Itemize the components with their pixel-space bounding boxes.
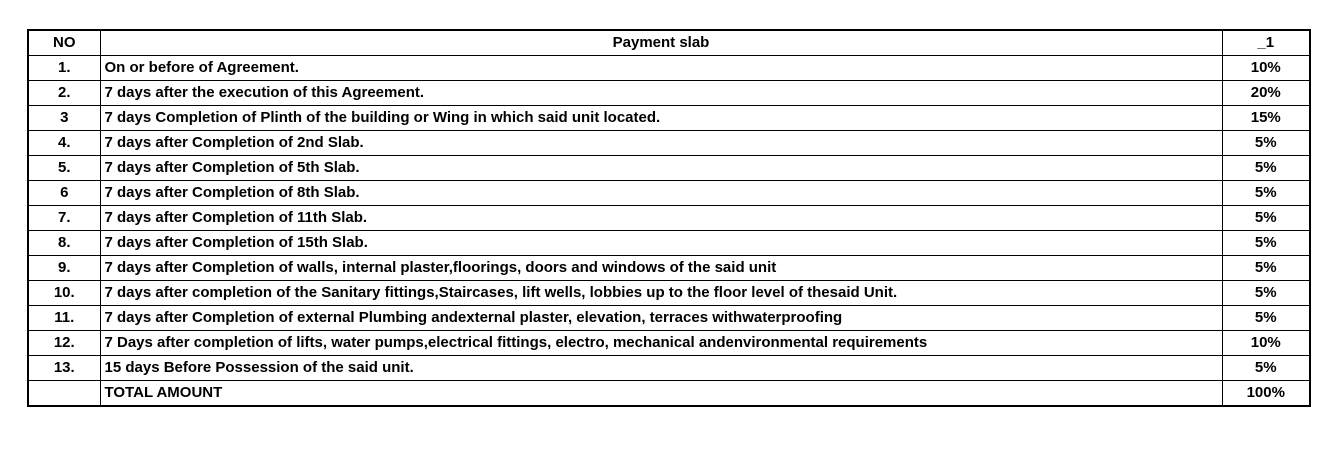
- payment-slab-table: [27, 29, 1311, 407]
- row-percentage: 5%: [1222, 206, 1310, 231]
- row-percentage: 10%: [1222, 56, 1310, 81]
- row-description: 15 days Before Possession of the said unit.: [100, 356, 1222, 381]
- row-description: 7 days after Completion of walls, internal plaster,floorings, doors and windows of the said unit: [100, 256, 1222, 281]
- row-description: 7 days after Completion of 15th Slab.: [100, 231, 1222, 256]
- table-row: [28, 156, 1310, 181]
- row-number: 1.: [28, 56, 100, 81]
- payment-slab-table-wrapper: [27, 29, 1309, 407]
- row-number: 13.: [28, 356, 100, 381]
- row-description: On or before of Agreement.: [100, 56, 1222, 81]
- row-number: 2.: [28, 81, 100, 106]
- total-percentage: 100%: [1222, 381, 1310, 407]
- row-percentage: 5%: [1222, 156, 1310, 181]
- row-description: 7 Days after completion of lifts, water pumps,electrical fittings, electro, mechanical andenvironmental requirements: [100, 331, 1222, 356]
- table-row: [28, 331, 1310, 356]
- row-percentage: 5%: [1222, 356, 1310, 381]
- table-row: [28, 81, 1310, 106]
- row-description: 7 days after Completion of 2nd Slab.: [100, 131, 1222, 156]
- table-row: [28, 281, 1310, 306]
- table-body: [28, 56, 1310, 407]
- row-number: 7.: [28, 206, 100, 231]
- row-description: 7 days after Completion of 11th Slab.: [100, 206, 1222, 231]
- row-number: 12.: [28, 331, 100, 356]
- row-description: 7 days after Completion of 8th Slab.: [100, 181, 1222, 206]
- table-row: [28, 56, 1310, 81]
- row-number: 5.: [28, 156, 100, 181]
- table-row: [28, 181, 1310, 206]
- total-label: TOTAL AMOUNT: [100, 381, 1222, 407]
- row-percentage: 5%: [1222, 231, 1310, 256]
- row-percentage: 5%: [1222, 281, 1310, 306]
- row-percentage: 5%: [1222, 256, 1310, 281]
- row-description: 7 days after Completion of external Plumbing andexternal plaster, elevation, terraces withwaterproofing: [100, 306, 1222, 331]
- row-description: 7 days after the execution of this Agreement.: [100, 81, 1222, 106]
- row-percentage: 10%: [1222, 331, 1310, 356]
- row-number: 6: [28, 181, 100, 206]
- row-number: 11.: [28, 306, 100, 331]
- row-description: 7 days after completion of the Sanitary fittings,Staircases, lift wells, lobbies up to the floor level of thesaid Unit.: [100, 281, 1222, 306]
- row-number: 9.: [28, 256, 100, 281]
- header-no: NO: [28, 30, 100, 56]
- table-row: [28, 306, 1310, 331]
- row-percentage: 5%: [1222, 181, 1310, 206]
- table-header-row: [28, 30, 1310, 56]
- row-description: 7 days Completion of Plinth of the building or Wing in which said unit located.: [100, 106, 1222, 131]
- header-percentage: _1: [1222, 30, 1310, 56]
- table-row: [28, 356, 1310, 381]
- table-row: [28, 256, 1310, 281]
- table-row: [28, 206, 1310, 231]
- row-number: 8.: [28, 231, 100, 256]
- row-number: 4.: [28, 131, 100, 156]
- table-row: [28, 106, 1310, 131]
- header-payment-slab: Payment slab: [100, 30, 1222, 56]
- total-row: [28, 381, 1310, 407]
- row-percentage: 15%: [1222, 106, 1310, 131]
- row-number: 10.: [28, 281, 100, 306]
- row-percentage: 5%: [1222, 131, 1310, 156]
- row-number: 3: [28, 106, 100, 131]
- table-row: [28, 131, 1310, 156]
- row-percentage: 5%: [1222, 306, 1310, 331]
- total-number: [28, 381, 100, 407]
- row-percentage: 20%: [1222, 81, 1310, 106]
- table-row: [28, 231, 1310, 256]
- row-description: 7 days after Completion of 5th Slab.: [100, 156, 1222, 181]
